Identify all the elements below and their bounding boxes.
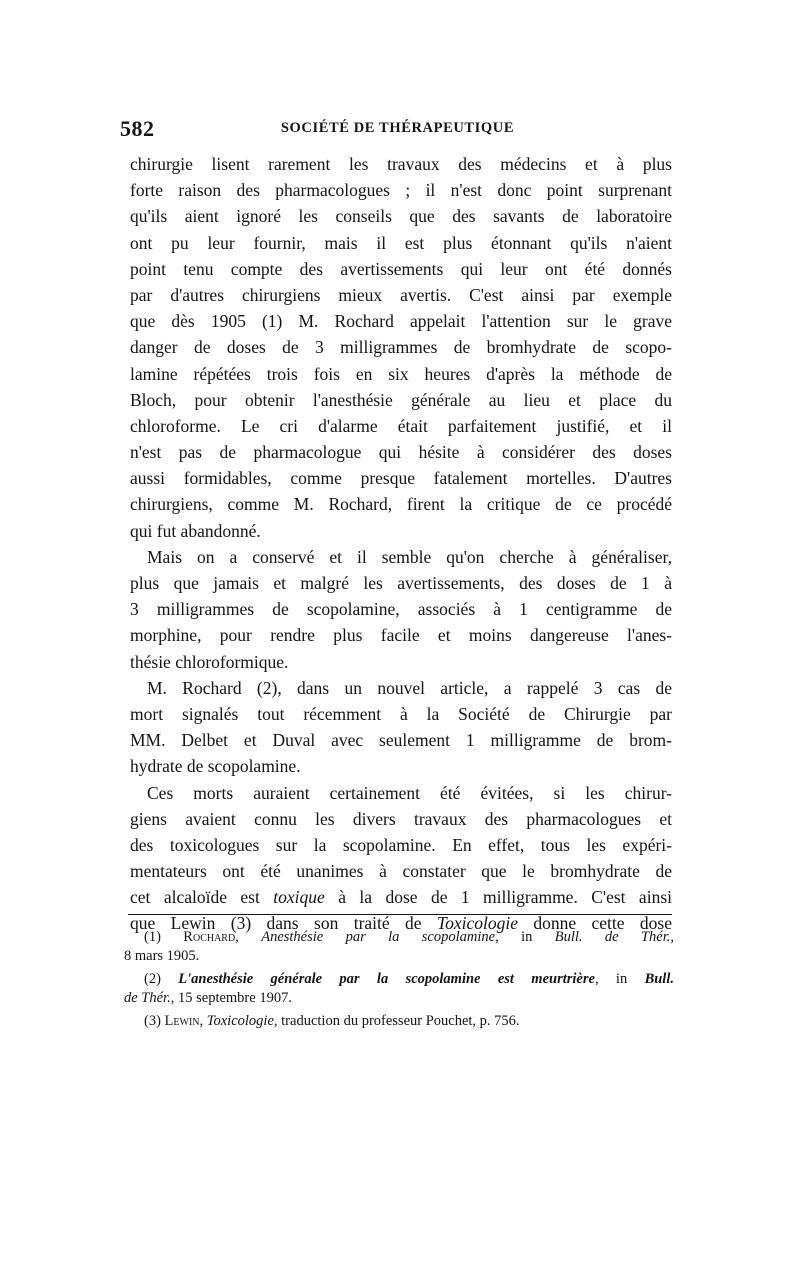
footnote-marker: (2) [144, 971, 179, 987]
text-run: donne cette dose [517, 913, 673, 934]
footnote-title: L'anesthésie générale par la scopolamine est meurtrière [178, 971, 595, 987]
text-line: par d'autres chirurgiens mieux avertis. C'est ainsi par exemple [130, 284, 672, 305]
text-line: que dès 1905 (1) M. Rochard appelait l'attention sur le grave [130, 311, 672, 332]
text-line: des toxicologues sur la scopolamine. En effet, tous les expéri- [130, 834, 672, 855]
text-line: thésie chloroformique. [130, 651, 289, 672]
text-run: , in [594, 971, 645, 987]
running-title: SOCIÉTÉ DE THÉRAPEUTIQUE [280, 120, 515, 136]
footnote-journal: Bull. de Thér. [554, 929, 671, 945]
page-header [120, 116, 675, 140]
footnote-journal: Bull. [644, 971, 674, 987]
text-run: cet alcaloïde est [130, 887, 274, 908]
text-line: chirurgiens, comme M. Rochard, firent la critique de ce procédé [130, 494, 672, 515]
footnote-marker: (3) [144, 1013, 165, 1029]
text-run: , in [495, 929, 555, 945]
footnote-title: Toxicologie [206, 1013, 274, 1029]
text-line: forte raison des pharmacologues ; il n'est donc point surprenant [130, 180, 672, 201]
text-line: point tenu compte des avertissements qui leur ont été donnés [130, 258, 672, 279]
text-line: plus que jamais et malgré les avertissements, des doses de 1 à [130, 573, 672, 593]
text-line: ont pu leur fournir, mais il est plus étonnant qu'ils n'aient [130, 232, 672, 253]
footnotes [124, 928, 674, 1031]
footnote-author: Lewin [164, 1013, 200, 1029]
text-line: morphine, pour rendre plus facile et moins dangereuse l'anes- [130, 625, 672, 646]
footnote-rule [128, 914, 672, 915]
footnote-1-continued: 8 mars 1905. [124, 948, 200, 964]
text-run: , [670, 929, 675, 945]
emphasis: toxique [273, 887, 325, 908]
text-run: , [199, 1013, 207, 1029]
text-line: giens avaient connu les divers travaux des pharmacologues et [130, 808, 672, 829]
text-run: que Lewin (3) dans son traité de [130, 913, 437, 934]
footnote-2-continued [124, 989, 674, 1008]
text-line [130, 884, 672, 910]
footnote-author: Rochard [183, 929, 236, 945]
footnote-journal: de Thér. [124, 990, 171, 1006]
text-line: 3 milligrammes de scopolamine, associés à 1 centigramme de [130, 599, 672, 620]
text-run: , 15 septembre 1907. [170, 990, 292, 1006]
text-line: Mais on a conservé et il semble qu'on cherche à généraliser, [147, 546, 672, 567]
text-line: mentateurs ont été unanimes à constater que le bromhydrate de [130, 861, 672, 882]
text-line: MM. Delbet et Duval avec seulement 1 milligramme de brom- [130, 730, 672, 751]
text-run: , traduction du professeur Pouchet, p. 756. [273, 1013, 520, 1029]
text-line: Bloch, pour obtenir l'anesthésie générale au lieu et place du [130, 389, 672, 410]
page-number: 582 [120, 116, 155, 141]
body-text [130, 151, 672, 937]
text-line: chloroforme. Le cri d'alarme était parfaitement justifié, et il [130, 415, 672, 436]
text-line: qui fut abandonné. [130, 520, 261, 541]
text-line: Ces morts auraient certainement été évitées, si les chirur- [147, 782, 672, 803]
text-line: danger de doses de 3 milligrammes de bromhydrate de scopo- [130, 337, 672, 358]
text-line: mort signalés tout récemment à la Société de Chirurgie par [130, 703, 672, 724]
text-line: chirurgie lisent rarement les travaux des médecins et à plus [130, 154, 672, 174]
text-line: aussi formidables, comme presque fatalement mortelles. D'autres [130, 468, 672, 489]
footnote-3 [124, 1012, 674, 1031]
text-line: M. Rochard (2), dans un nouvel article, a rappelé 3 cas de [147, 677, 672, 698]
footnote-marker: (1) [144, 929, 184, 945]
text-line: lamine répétées trois fois en six heures d'après la méthode de [130, 363, 672, 384]
footnote-title: Anesthésie par la scopolamine [261, 929, 496, 945]
text-line: n'est pas de pharmacologue qui hésite à considérer des doses [130, 442, 672, 463]
text-run: , [235, 929, 262, 945]
footnote-2 [124, 970, 674, 989]
text-run: à la dose de 1 milligramme. C'est ainsi [324, 887, 672, 908]
text-line: hydrate de scopolamine. [130, 756, 301, 777]
text-line: qu'ils aient ignoré les conseils que des savants de laboratoire [130, 206, 672, 227]
emphasis: Toxicologie [436, 913, 518, 934]
footnote-1 [124, 928, 674, 947]
